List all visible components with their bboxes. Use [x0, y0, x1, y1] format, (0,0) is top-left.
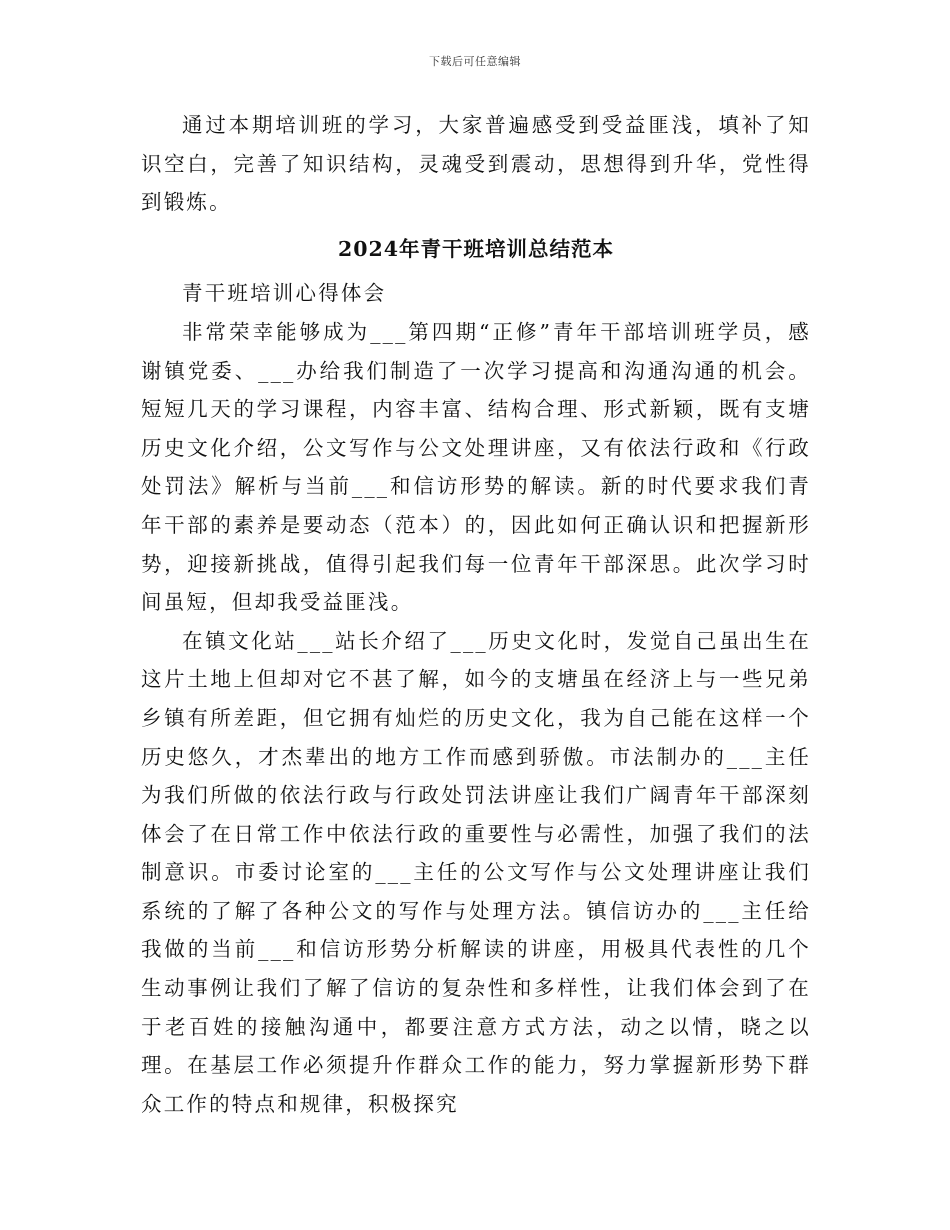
- document-body: [141, 106, 811, 1123]
- page-header: 下载后可任意编辑: [429, 55, 521, 68]
- document-title: 2024年青干班培训总结范本: [337, 236, 615, 261]
- body-paragraph-2: 在镇文化站___站长介绍了___历史文化时，发觉自己虽出生在这片土地上但却对它不甚了解，如今的支塘虽在经济上与一些兄弟乡镇有所差距，但它拥有灿烂的历史文化，我为自己能在这样一个历史悠久，才杰辈出的地方工作而感到骄傲。市法制办的___主任为我们所做的依法行政与行政处罚法讲座让我们广阔青年干部深刻体会了在日常工作中依法行政的重要性与必需性，加强了我们的法制意识。市委讨论室的___主任的公文写作与公文处理讲座让我们系统的了解了各种公文的写作与处理方法。镇信访办的___主任给我做的当前___和信访形势分析解读的讲座，用极具代表性的几个生动事例让我们了解了信访的复杂性和多样性，让我们体会到了在于老百姓的接触沟通中，都要注意方式方法，动之以情，晓之以理。在基层工作必须提升作群众工作的能力，努力掌握新形势下群众工作的特点和规律，积极探究: [141, 628, 811, 1116]
- body-paragraph-1: 非常荣幸能够成为___第四期“正修”青年干部培训班学员，感谢镇党委、___办给我们制造了一次学习提高和沟通沟通的机会。短短几天的学习课程，内容丰富、结构合理、形式新颖，既有支塘历史文化介绍，公文写作与公文处理讲座，又有依法行政和《行政处罚法》解析与当前___和信访形势的解读。新的时代要求我们青年干部的素养是要动态（范本）的，因此如何正确认识和把握新形势，迎接新挑战，值得引起我们每一位青年干部深思。此次学习时间虽短，但却我受益匪浅。: [141, 319, 811, 615]
- section-subheading: 青干班培训心得体会: [182, 281, 387, 306]
- intro-paragraph: 通过本期培训班的学习，大家普遍感受到受益匪浅，填补了知识空白，完善了知识结构，灵魂受到震动，思想得到升华，党性得到锻炼。: [141, 113, 811, 215]
